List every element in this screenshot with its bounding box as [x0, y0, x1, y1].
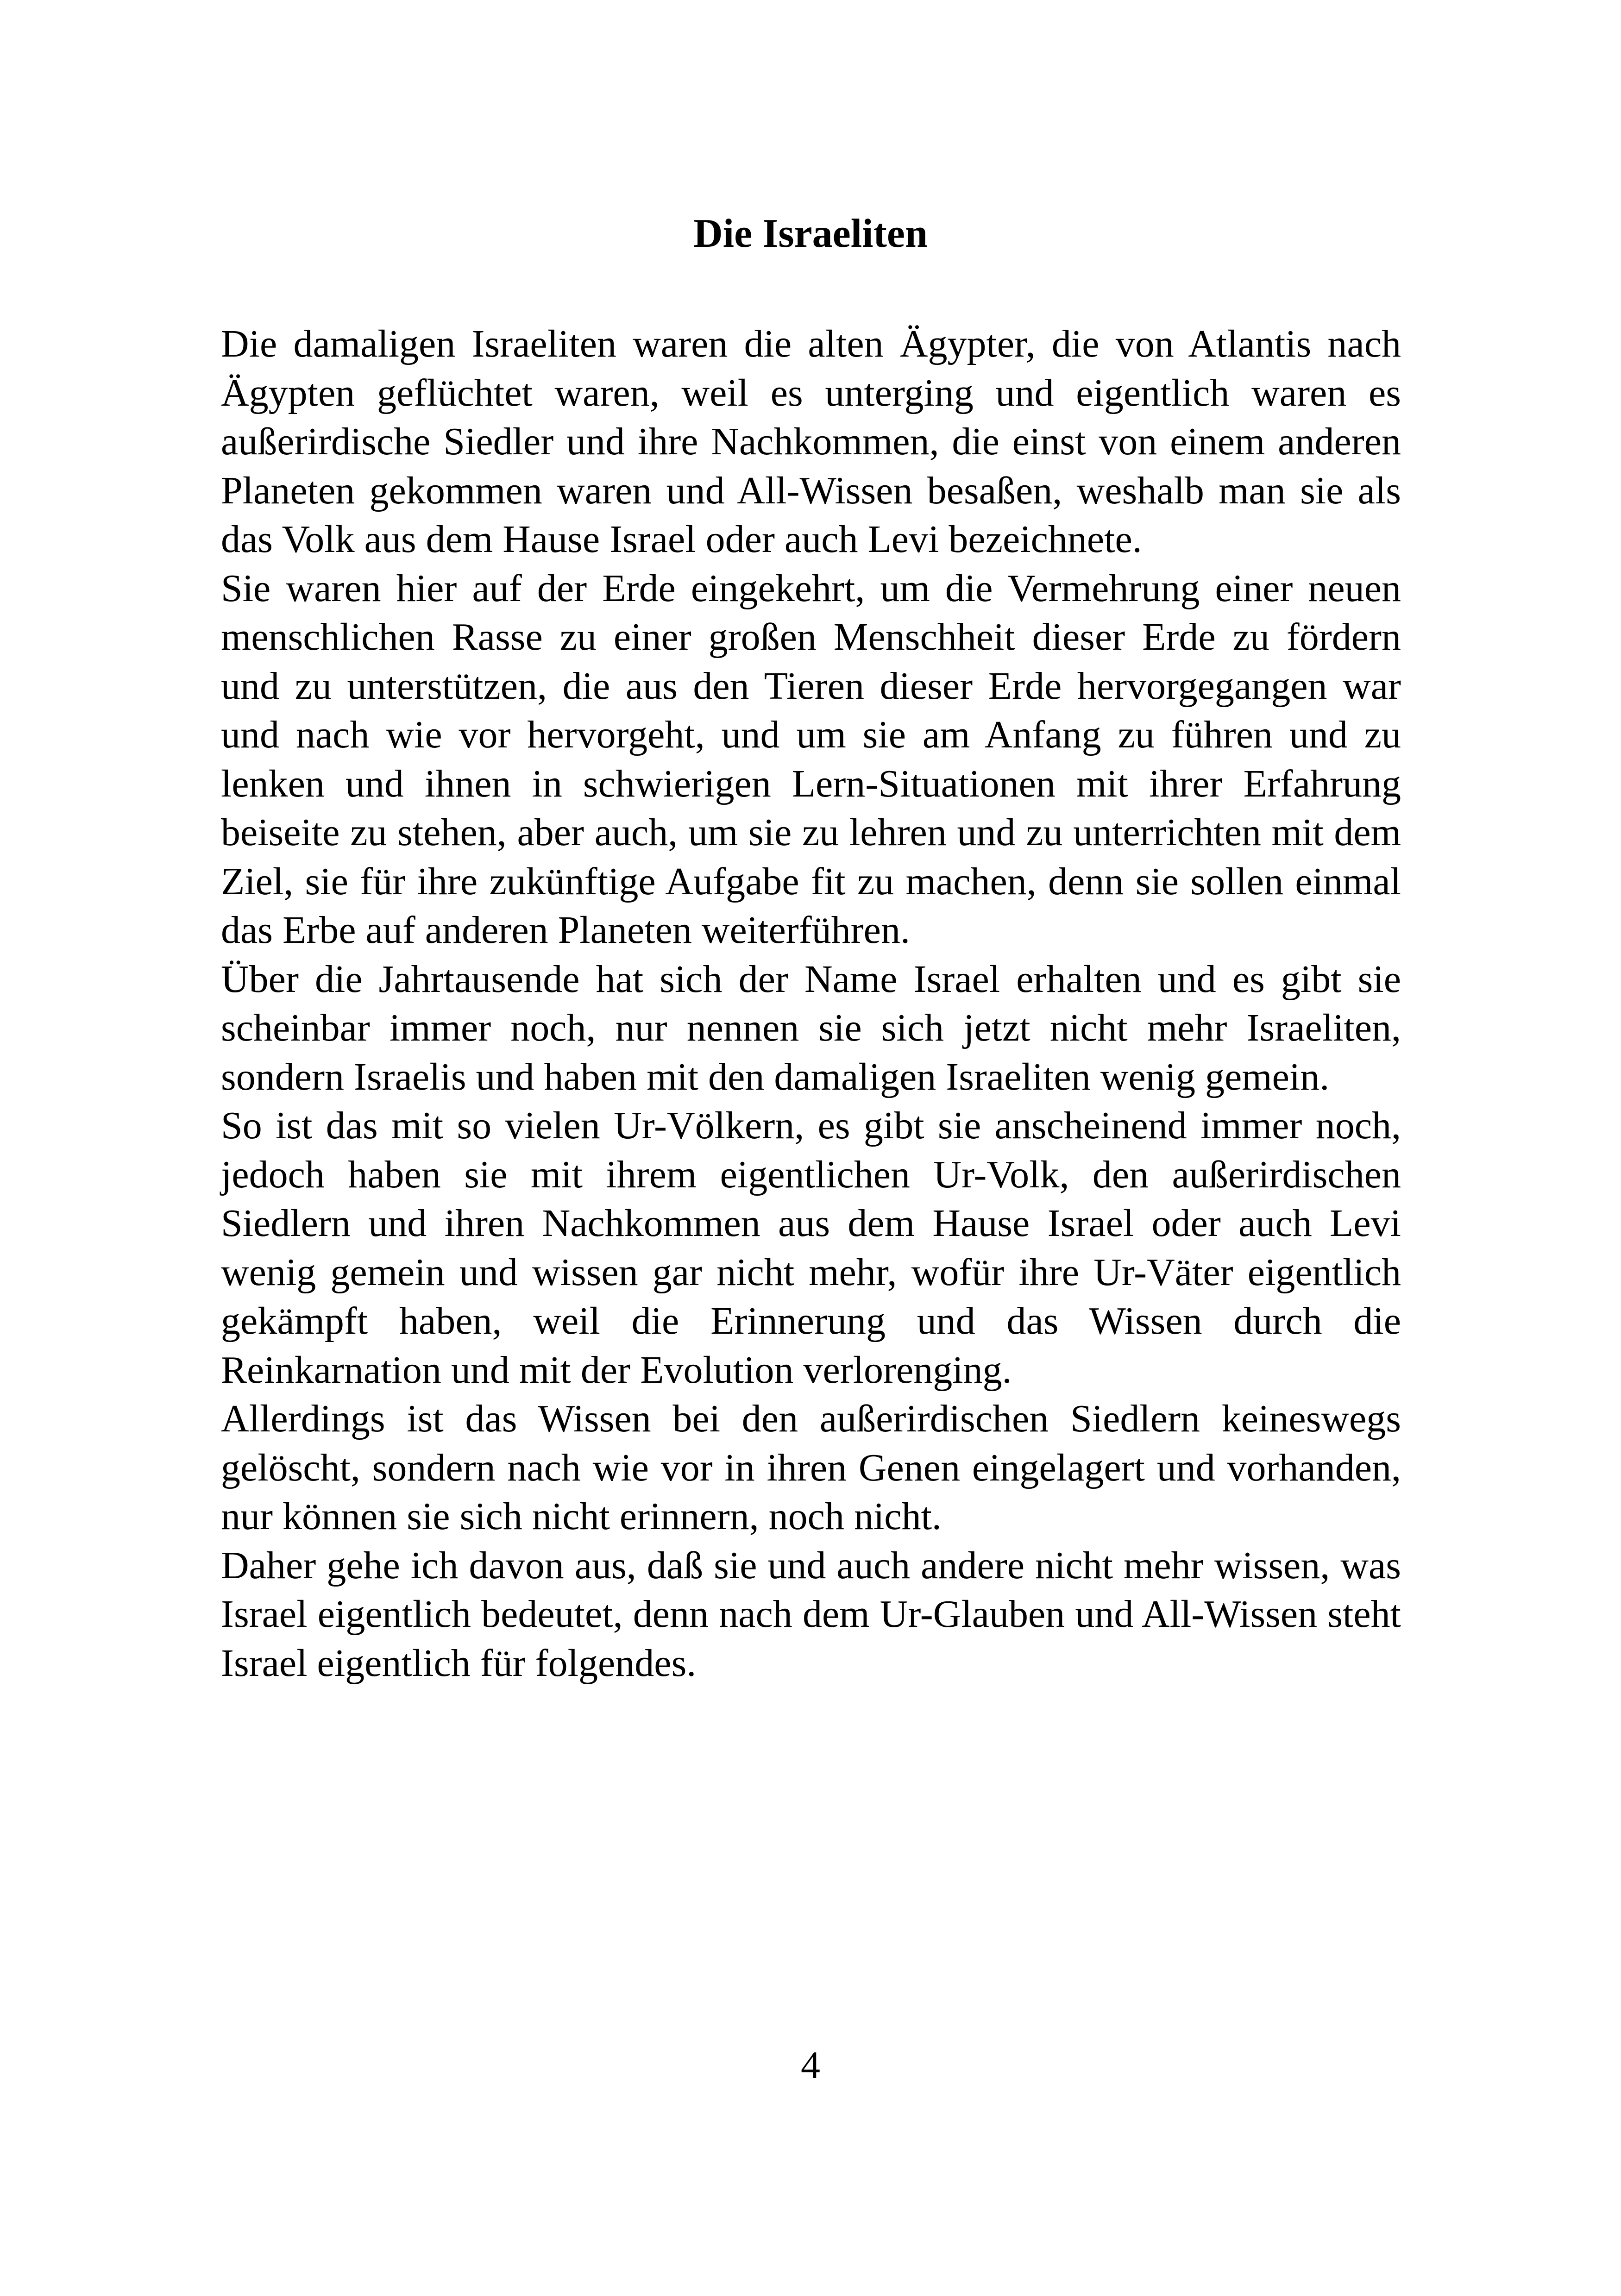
paragraph: Daher gehe ich davon aus, daß sie und auch andere nicht mehr wissen, was Israel eigentlich bedeutet, denn nach dem Ur-Glauben und All-Wissen steht Israel eigentlich für folgendes.: [221, 1543, 1401, 1685]
page-number: 4: [801, 2044, 820, 2087]
paragraph: Die damaligen Israeliten waren die alten Ägypter, die von Atlantis nach Ägypten geflüchtet waren, weil es unterging und eigentlich waren es außerirdische Siedler und ihre Nachkommen, die einst von einem anderen Planeten gekommen waren und All-Wissen besaßen, weshalb man sie als das Volk aus dem Hause Israel oder auch Levi bezeichnete.: [221, 322, 1401, 561]
paragraph: So ist das mit so vielen Ur-Völkern, es gibt sie anscheinend immer noch, jedoch haben sie mit ihrem eigentlichen Ur-Volk, den außerirdischen Siedlern und ihren Nachkommen aus dem Hause Israel oder auch Levi wenig gemein und wissen gar nicht mehr, wofür ihre Ur-Väter eigentlich gekämpft haben, weil die Erinnerung und das Wissen durch die Reinkarnation und mit der Evolution verlorenging.: [221, 1104, 1401, 1392]
paragraph: Allerdings ist das Wissen bei den außerirdischen Siedlern keineswegs gelöscht, sondern nach wie vor in ihren Genen eingelagert und vorhanden, nur können sie sich nicht erinnern, noch nicht.: [221, 1397, 1401, 1538]
paragraph: Über die Jahrtausende hat sich der Name Israel erhalten und es gibt sie scheinbar immer noch, nur nennen sie sich jetzt nicht mehr Israeliten, sondern Israelis und haben mit den damaligen Israeliten wenig gemein.: [221, 957, 1401, 1098]
body-text: [221, 320, 1401, 1687]
paragraph: Sie waren hier auf der Erde eingekehrt, um die Vermehrung einer neuen menschlichen Rasse zu einer großen Menschheit dieser Erde zu fördern und zu unterstützen, die aus den Tieren dieser Erde hervorgegangen war und nach wie vor hervorgeht, und um sie am Anfang zu führen und zu lenken und ihnen in schwierigen Lern-Situationen mit ihrer Erfahrung beiseite zu stehen, aber auch, um sie zu lehren und zu unterrichten mit dem Ziel, sie für ihre zukünftige Aufgabe fit zu machen, denn sie sollen einmal das Erbe auf anderen Planeten weiterführen.: [221, 566, 1401, 952]
page-title: Die Israeliten: [693, 211, 928, 256]
